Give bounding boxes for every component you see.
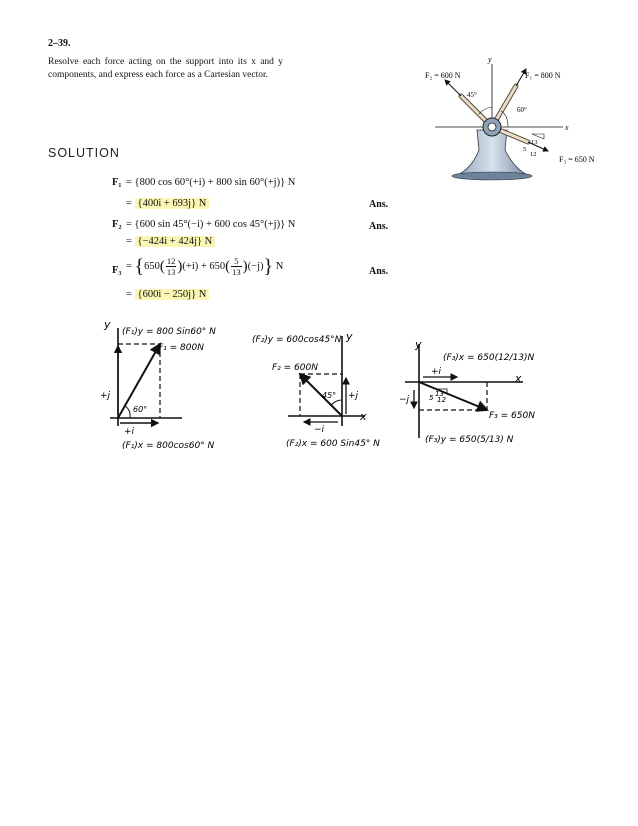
problem-statement: Resolve each force acting on the support into its x and y components, and express each force as a Cartesian vector. <box>48 57 283 80</box>
f2-result-row <box>126 236 215 247</box>
f1-result: {400i + 693j} N <box>135 198 210 209</box>
problem-number: 2–39. <box>48 38 71 49</box>
sketch-f1 <box>100 316 235 456</box>
sketch3-t5: 5 <box>429 394 434 402</box>
sketch1-fx: (F₁)x = 800cos60° N <box>122 441 215 451</box>
f3-equation: = {650( $\frac{12}{13}$ )(+i) + 650( $\frac{5}{13}$ )(−j)} N <box>126 255 284 278</box>
sketch3-i: +i <box>431 367 442 377</box>
sketch3-fy: (F₃)y = 650(5/13) N <box>425 435 514 445</box>
f3-result: {600i − 250j} N <box>135 289 210 300</box>
sketch2-fy: (F₂)y = 600cos45°N <box>252 335 342 345</box>
sketch2-angle: 45° <box>322 391 337 400</box>
f2-equation: = {600 sin 45°(−i) + 600 cos 45°(+j)} N <box>126 219 296 230</box>
fig-y-label: y <box>488 55 492 64</box>
sketch3-y: y <box>415 338 422 351</box>
f1-equation: = {800 cos 60°(+i) + 800 sin 60°(+j)} N <box>126 177 296 188</box>
sketch3-x: x <box>515 372 522 385</box>
f2-arrow <box>445 80 461 96</box>
fig-x-label: x <box>565 123 569 132</box>
sketch1-fy: (F₁)y = 800 Sin60° N <box>122 327 216 337</box>
sketch3-fx: (F₃)x = 650(12/13)N <box>443 353 535 363</box>
fig-tri-13: 13 <box>531 139 538 146</box>
fig-f2-label: F₂ = 600 N <box>425 71 461 80</box>
sketch1-f: F₁ = 800N <box>158 343 204 353</box>
sketch3-j: −j <box>399 395 410 405</box>
equals-sign: = <box>126 289 132 300</box>
sketch2-i: −i <box>314 425 325 435</box>
fig-angle-60: 60° <box>517 106 527 114</box>
sketch3-t12: 12 <box>437 396 446 404</box>
fig-tri-12: 12 <box>530 151 537 158</box>
f2-result: {−424i + 424j} N <box>135 236 216 247</box>
sketch2-fx: (F₂)x = 600 Sin45° N <box>286 439 380 449</box>
ans-label: Ans. <box>369 199 389 210</box>
sketch1-angle: 60° <box>133 405 148 414</box>
equals-sign: = <box>126 198 132 209</box>
f1-result-row <box>126 198 209 209</box>
sketch3-f: F₃ = 650N <box>489 411 535 421</box>
fig-tri-5: 5 <box>523 146 527 153</box>
sketch1-j: +j <box>100 391 111 401</box>
sketch2-y: y <box>346 330 353 343</box>
equals-sign: = <box>126 236 132 247</box>
fig-angle-45: 45° <box>467 91 477 99</box>
fig-f3-label: F₃ = 650 N <box>559 155 595 164</box>
sketch2-x: x <box>360 410 367 423</box>
ans-label: Ans. <box>369 266 389 277</box>
sketch1-y: y <box>104 318 111 331</box>
ans-label: Ans. <box>369 221 389 232</box>
sketch1-i: +i <box>124 427 135 437</box>
f1-label: F₁ <box>112 177 122 188</box>
sketch2-f: F₂ = 600N <box>272 363 318 373</box>
sketch2-j: +j <box>348 391 359 401</box>
f3-label: F₃ <box>112 265 122 276</box>
f2-label: F₂ <box>112 219 122 230</box>
sketch-f2 <box>250 328 390 458</box>
support-figure <box>415 50 600 185</box>
f3-result-row <box>126 289 209 300</box>
solution-heading: SOLUTION <box>48 146 120 160</box>
sketch3-t13: 13 <box>435 390 444 398</box>
sketch-f3 <box>395 338 555 463</box>
fig-f1-label: F₁ = 800 N <box>525 71 561 80</box>
